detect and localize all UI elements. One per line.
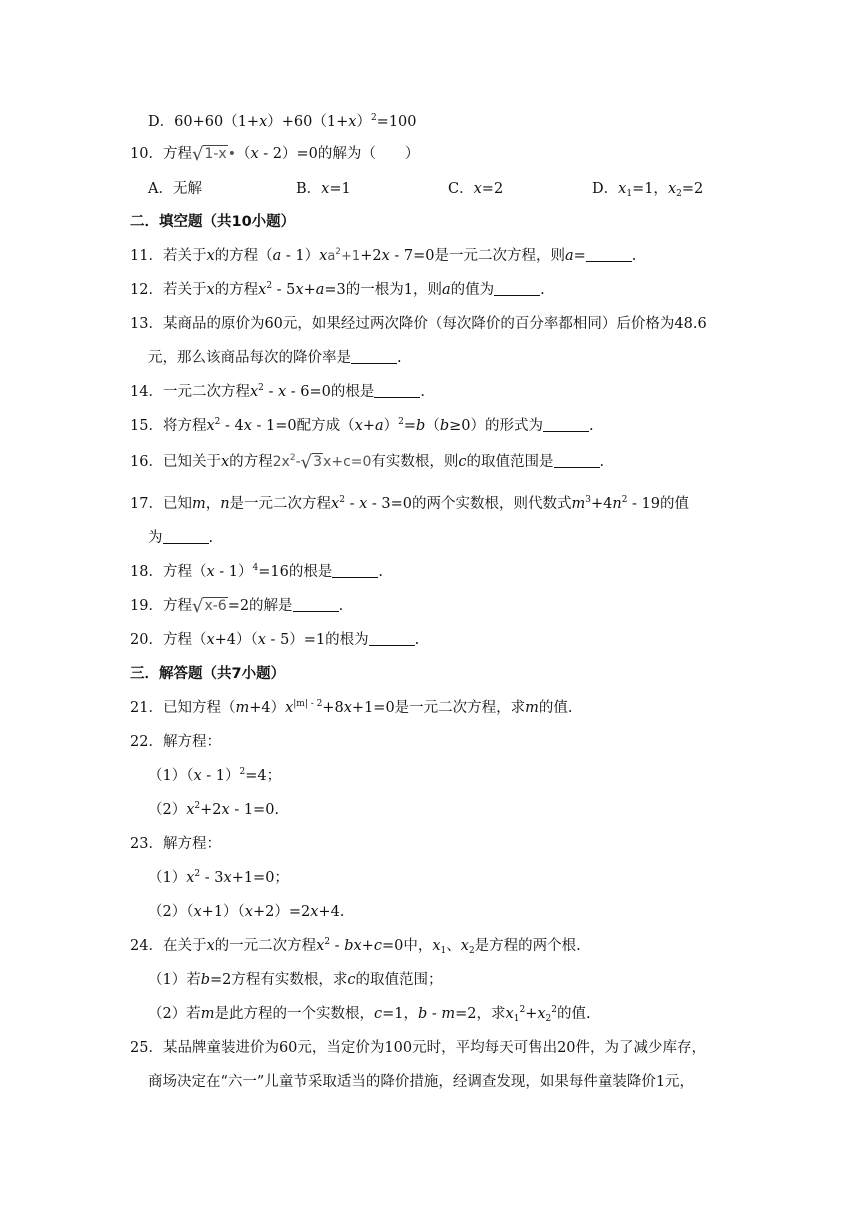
- sqrt-expression: √x-6: [191, 596, 227, 617]
- q10-stem: 10．方程√1-x•（x - 2）=0的解为（ ）: [130, 144, 420, 165]
- section-heading: 二．填空题（共10小题）: [130, 214, 296, 230]
- q24: 24．在关于x的一元二次方程$x^2 - bx+c=0$中，$x_1$、$x_2$是方程的两个根.: [130, 937, 581, 956]
- answer-blank: [351, 349, 397, 364]
- q12: 12．若关于x的方程$x^2 - 5x+a=3$的一根为1，则a的值为 .: [130, 281, 545, 298]
- answer-blank: [554, 453, 600, 468]
- q18: 18．方程（x - 1）$^4$=16的根是 .: [130, 563, 383, 580]
- q16: 16．已知关于x的方程$2x^2-√3x+c=0$有实数根，则c的取值范围是 .: [130, 452, 605, 473]
- q17-line2: 为 .: [148, 530, 214, 546]
- q22: 22．解方程：: [130, 734, 221, 750]
- section-heading: 三．解答题（共7小题）: [130, 666, 286, 682]
- q10-option-a: A．无解: [148, 181, 202, 197]
- q13-line2: 元，那么该商品每次的降价率是 .: [148, 350, 402, 366]
- q23: 23．解方程：: [130, 836, 221, 852]
- sqrt-expression: √3: [300, 452, 323, 473]
- sqrt-expression: √1-x: [191, 144, 227, 165]
- answer-blank: [494, 281, 540, 296]
- answer-blank: [293, 597, 339, 612]
- q23-part1: $(1)x^2 - 3x+1=0$；: [148, 869, 289, 886]
- answer-blank: [332, 563, 378, 578]
- q13-line1: 13．某商品的原价为60元，如果经过两次降价（每次降价的百分率都相同）后价格为48.6: [130, 316, 707, 332]
- q21: 21．已知方程$(m+4)x^{|m| - 2}+8x+1=0$是一元二次方程，求m的值.: [130, 699, 573, 716]
- answer-blank: [586, 247, 632, 262]
- q19: 19．方程√x-6=2的解是 .: [130, 596, 344, 617]
- answer-blank: [374, 383, 420, 398]
- answer-blank: [369, 631, 415, 646]
- q10-option-d: D．$x_1=1$，$x_2=2$: [592, 181, 704, 199]
- q25-line2: 商场决定在“六一”儿童节采取适当的降价措施，经调查发现，如果每件童装降价1元，: [148, 1074, 695, 1090]
- q24-part2: （2）若m是此方程的一个实数根，c=1，b - m=2，求$x_1^2+x_2^2$的值.: [148, 1005, 591, 1024]
- formula-image: $2x^2-√3x+c=0$: [272, 452, 372, 473]
- q23-part2: （2）（x+1）（x+2）=2x+4.: [148, 904, 345, 920]
- q10-option-c: C．x=2: [448, 181, 504, 197]
- q14: 14．一元二次方程$x^2 - x - 6=0$的根是 .: [130, 383, 426, 400]
- q17-line1: 17．已知m，n是一元二次方程$x^2 - x - 3=0$的两个实数根，则代数式$m^3+4n^2 - 19$的值: [130, 495, 690, 512]
- q22-part2: $(2)x^2+2x - 1=0$.: [148, 801, 280, 818]
- q20: 20．方程（x+4）（x - 5）=1的根为 .: [130, 632, 420, 648]
- q25-line1: 25．某品牌童装进价为60元，当定价为100元时，平均每天可售出20件，为了减少库存，: [130, 1040, 707, 1056]
- q9-option-d: D．$60+60(1+x)+60(1+x)^2=100$: [148, 113, 417, 130]
- q24-part1: （1）若b=2方程有实数根，求c的取值范围；: [148, 972, 443, 988]
- q10-option-b: B．x=1: [296, 181, 351, 197]
- q11: 11．若关于x的方程$(a - 1)xa^2+1+2x - 7=0$是一元二次方程，则a= .: [130, 247, 637, 264]
- q22-part1: （1）（x - 1）$^2$=4；: [148, 767, 282, 784]
- q15: 15．将方程$x^2 - 4x - 1=0$配方成$(x+a)^2=b(b\ge 0)$的形式为 .: [130, 417, 594, 434]
- answer-blank: [543, 417, 589, 432]
- answer-blank: [163, 529, 209, 544]
